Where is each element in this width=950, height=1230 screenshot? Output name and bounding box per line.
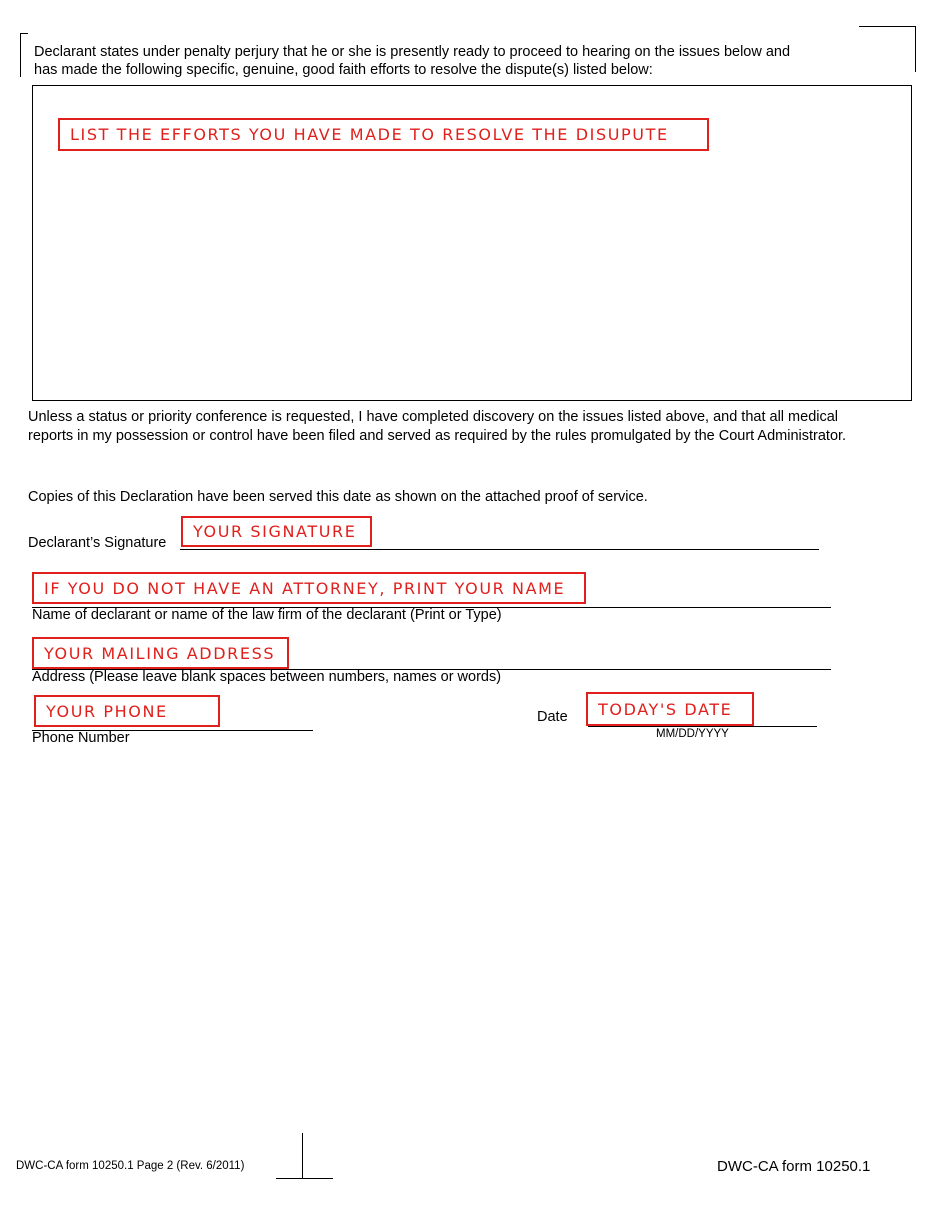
efforts-hint: LIST THE EFFORTS YOU HAVE MADE TO RESOLVE THE DISUPUTE xyxy=(58,118,709,151)
signature-line xyxy=(180,549,819,550)
footer-divider-horizontal xyxy=(276,1178,333,1179)
address-field[interactable]: YOUR MAILING ADDRESS xyxy=(32,637,289,669)
footer-divider-vertical xyxy=(302,1133,303,1179)
top-left-bracket xyxy=(20,33,21,77)
intro-line-1: Declarant states under penalty perjury that he or she is presently ready to proceed to hearing on the issues below and xyxy=(34,44,791,60)
date-format-hint: MM/DD/YYYY xyxy=(656,728,729,740)
footer-form-name: DWC-CA form 10250.1 xyxy=(717,1158,871,1175)
phone-field[interactable]: YOUR PHONE xyxy=(34,695,220,727)
footer-form-id: DWC-CA form 10250.1 Page 2 (Rev. 6/2011) xyxy=(16,1160,245,1172)
top-right-bracket xyxy=(859,26,916,27)
name-label: Name of declarant or name of the law firm of the declarant (Print or Type) xyxy=(32,607,502,623)
copies-statement: Copies of this Declaration have been served this date as shown on the attached proof of service. xyxy=(28,489,648,505)
discovery-line-1: Unless a status or priority conference is requested, I have completed discovery on the issues listed above, and that all medical xyxy=(28,409,839,425)
phone-label: Phone Number xyxy=(32,730,130,746)
signature-label: Declarant’s Signature xyxy=(28,535,167,551)
intro-line-2: has made the following specific, genuine, good faith efforts to resolve the dispute(s) listed below: xyxy=(34,62,653,78)
date-field[interactable]: TODAY'S DATE xyxy=(586,692,754,726)
name-field[interactable]: IF YOU DO NOT HAVE AN ATTORNEY, PRINT YOUR NAME xyxy=(32,572,586,604)
top-left-bracket-cap xyxy=(20,33,28,34)
discovery-line-2: reports in my possession or control have been filed and served as required by the rules promulgated by the Court Administrator. xyxy=(28,428,847,444)
date-label: Date xyxy=(537,709,568,725)
signature-field[interactable]: YOUR SIGNATURE xyxy=(181,516,372,547)
address-label: Address (Please leave blank spaces between numbers, names or words) xyxy=(32,669,502,685)
top-right-bracket-side xyxy=(915,26,916,72)
